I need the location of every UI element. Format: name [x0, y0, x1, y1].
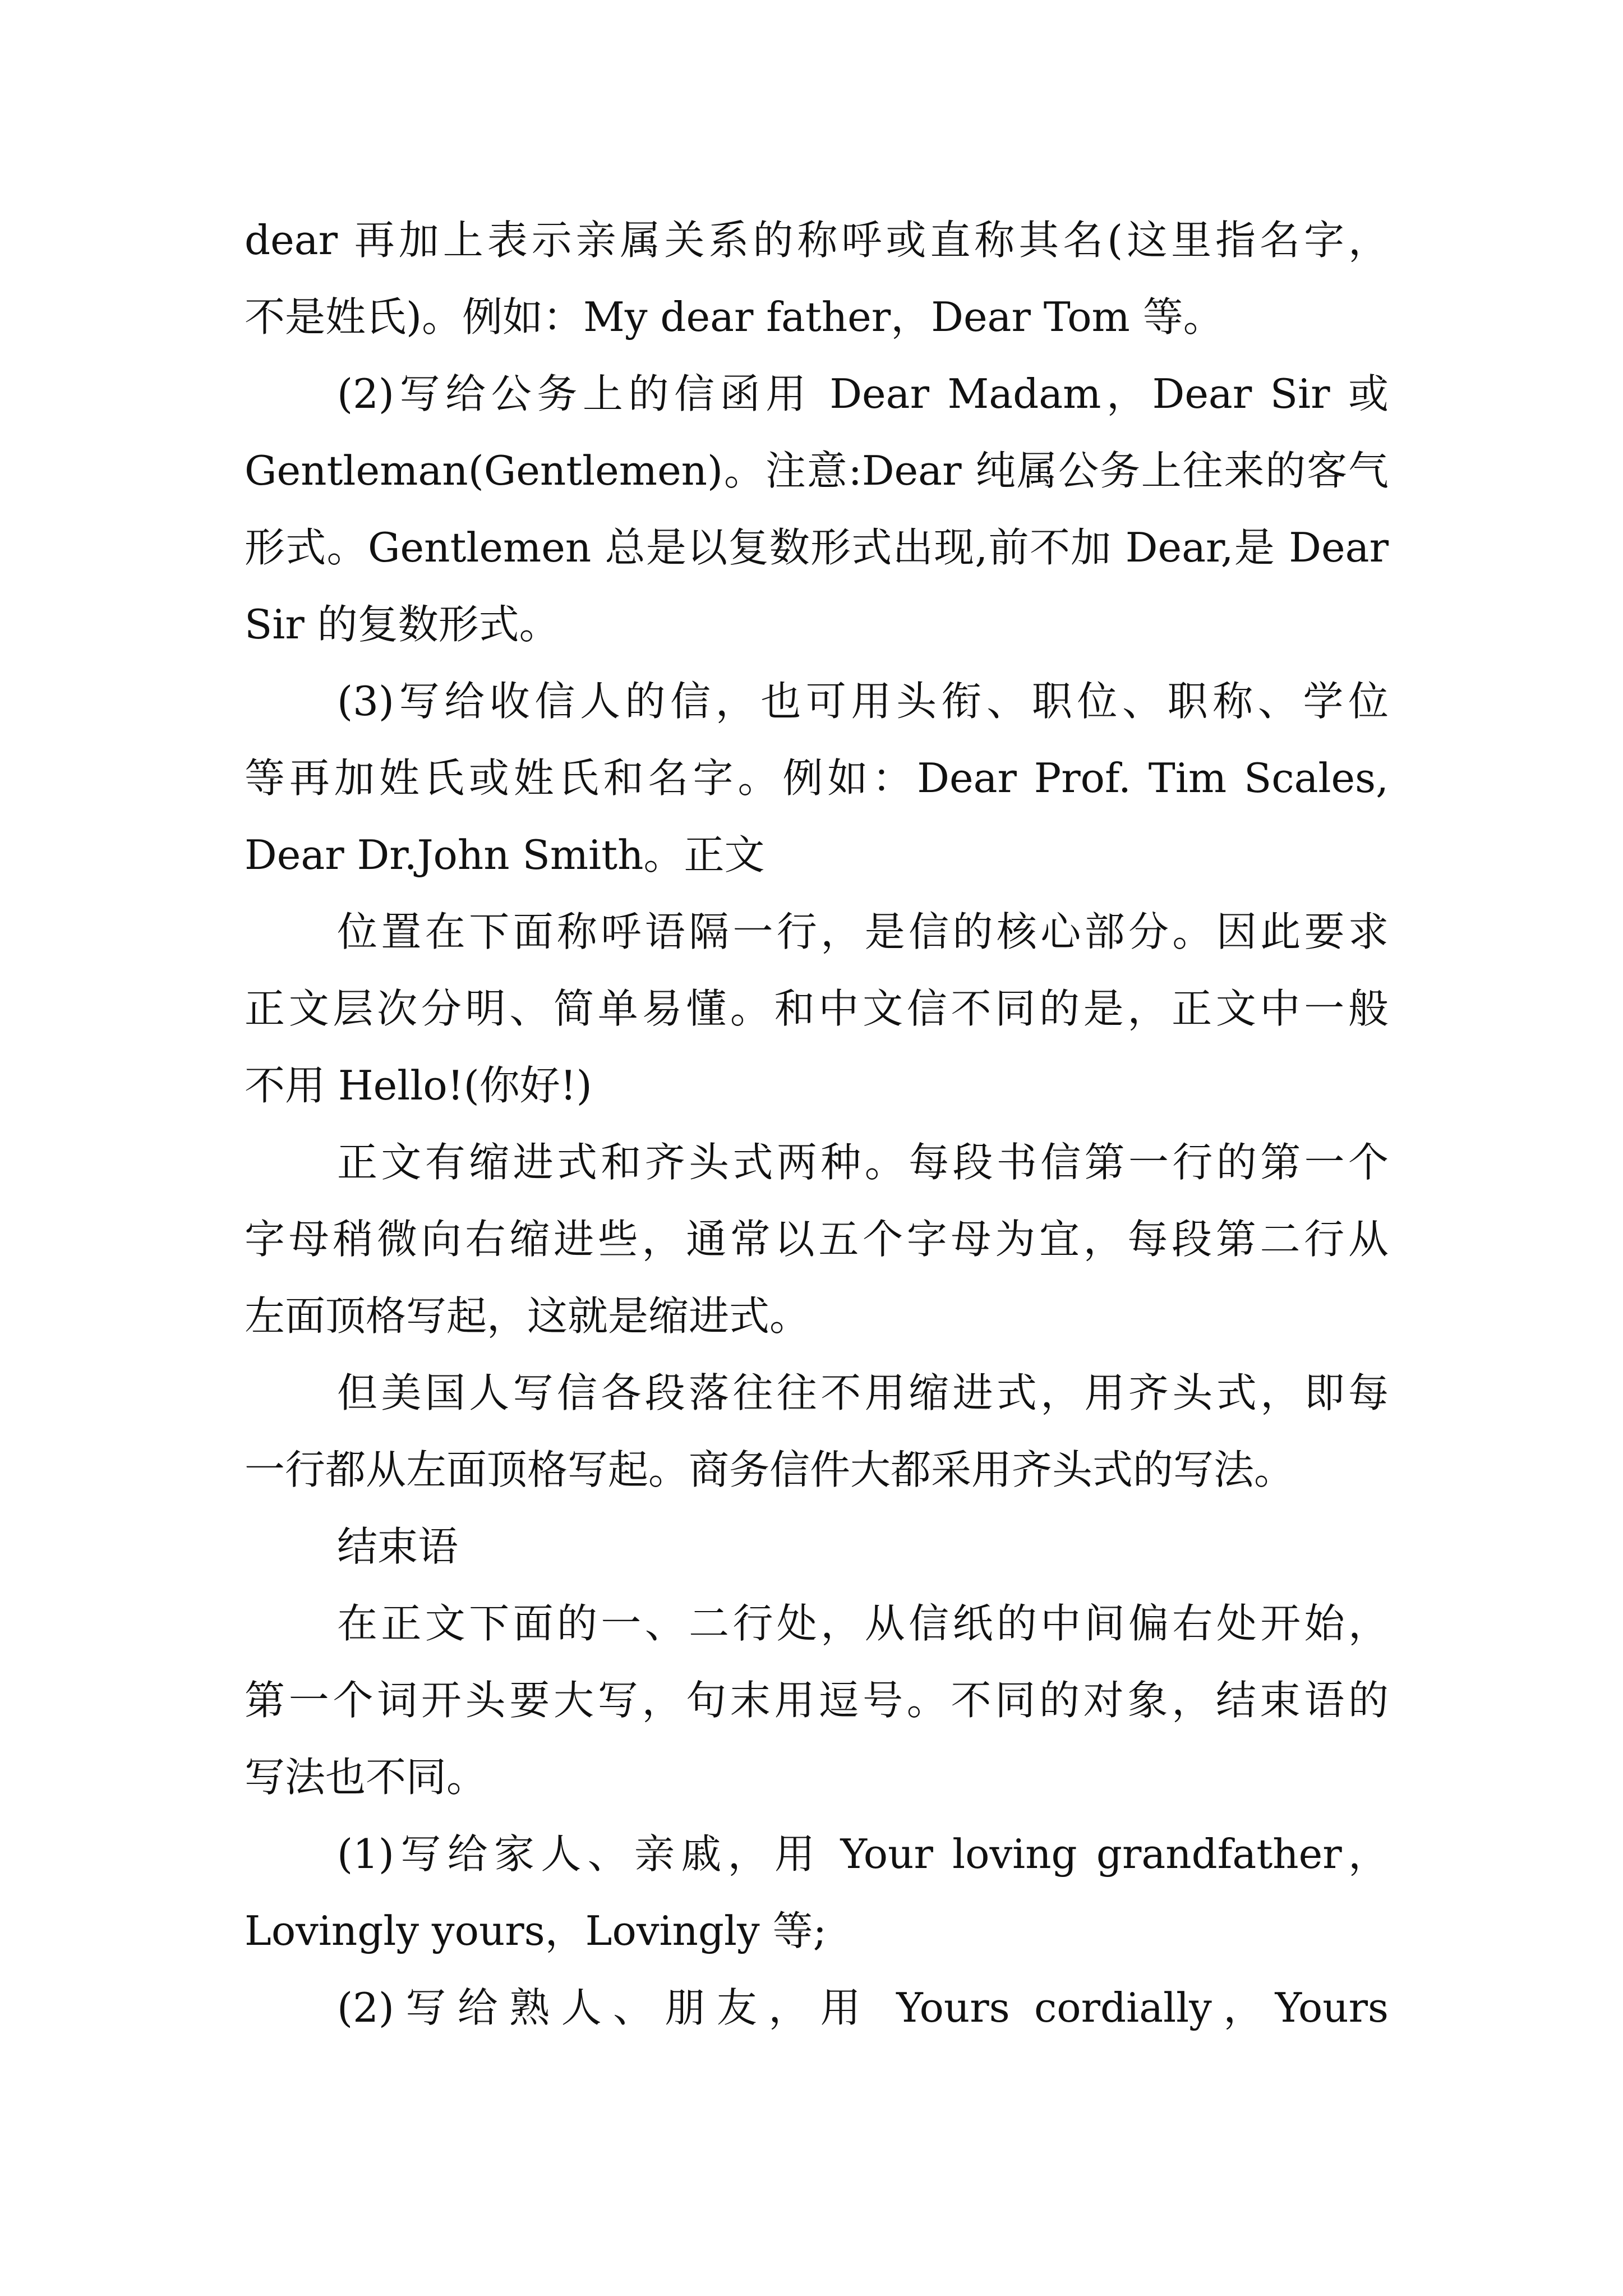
- text-line: 不用 Hello!(你好!): [245, 1062, 592, 1109]
- document-body: [245, 202, 1411, 2046]
- text-line: 形式。Gentlemen 总是以复数形式出现,前不加 Dear,是 Dear: [245, 524, 1389, 571]
- text-line: 正文层次分明、简单易懂。和中文信不同的是，正文中一般: [245, 985, 1389, 1032]
- text-line: (3)写给收信人的信，也可用头衔、职位、职称、学位: [337, 678, 1389, 725]
- text-line: 但美国人写信各段落往往不用缩进式，用齐头式，即每: [337, 1369, 1389, 1416]
- text-line: 一行都从左面顶格写起。商务信件大都采用齐头式的写法。: [245, 1446, 1295, 1493]
- text-line: 位置在下面称呼语隔一行，是信的核心部分。因此要求: [337, 908, 1389, 955]
- text-line: 不是姓氏)。例如：My dear father，Dear Tom 等。: [245, 293, 1224, 341]
- section-heading: 结束语: [337, 1523, 459, 1570]
- text-line: Dear Dr.John Smith。正文: [245, 831, 765, 878]
- text-line: (1)写给家人、亲戚，用 Your loving grandfather，: [337, 1830, 1389, 1878]
- text-line: Sir 的复数形式。: [245, 601, 560, 648]
- text-line: (2)写给熟人、朋友，用 Yours cordially，Yours: [337, 1984, 1389, 2031]
- text-line: (2)写给公务上的信函用 Dear Madam，Dear Sir 或: [337, 370, 1389, 417]
- text-line: 在正文下面的一、二行处，从信纸的中间偏右处开始，: [337, 1600, 1389, 1647]
- text-line: Lovingly yours，Lovingly 等;: [245, 1907, 827, 1954]
- text-line: 等再加姓氏或姓氏和名字。例如：Dear Prof. Tim Scales,: [245, 754, 1389, 802]
- text-line: 字母稍微向右缩进些，通常以五个字母为宜，每段第二行从: [245, 1216, 1389, 1263]
- text-line: 左面顶格写起，这就是缩进式。: [245, 1292, 810, 1340]
- text-line: 第一个词开头要大写，句末用逗号。不同的对象，结束语的: [245, 1677, 1389, 1724]
- text-line: 写法也不同。: [245, 1754, 487, 1801]
- text-line: Gentleman(Gentlemen)。注意:Dear 纯属公务上往来的客气: [245, 447, 1389, 494]
- text-line: dear 再加上表示亲属关系的称呼或直称其名(这里指名字，: [245, 217, 1389, 264]
- text-line: 正文有缩进式和齐头式两种。每段书信第一行的第一个: [337, 1139, 1389, 1186]
